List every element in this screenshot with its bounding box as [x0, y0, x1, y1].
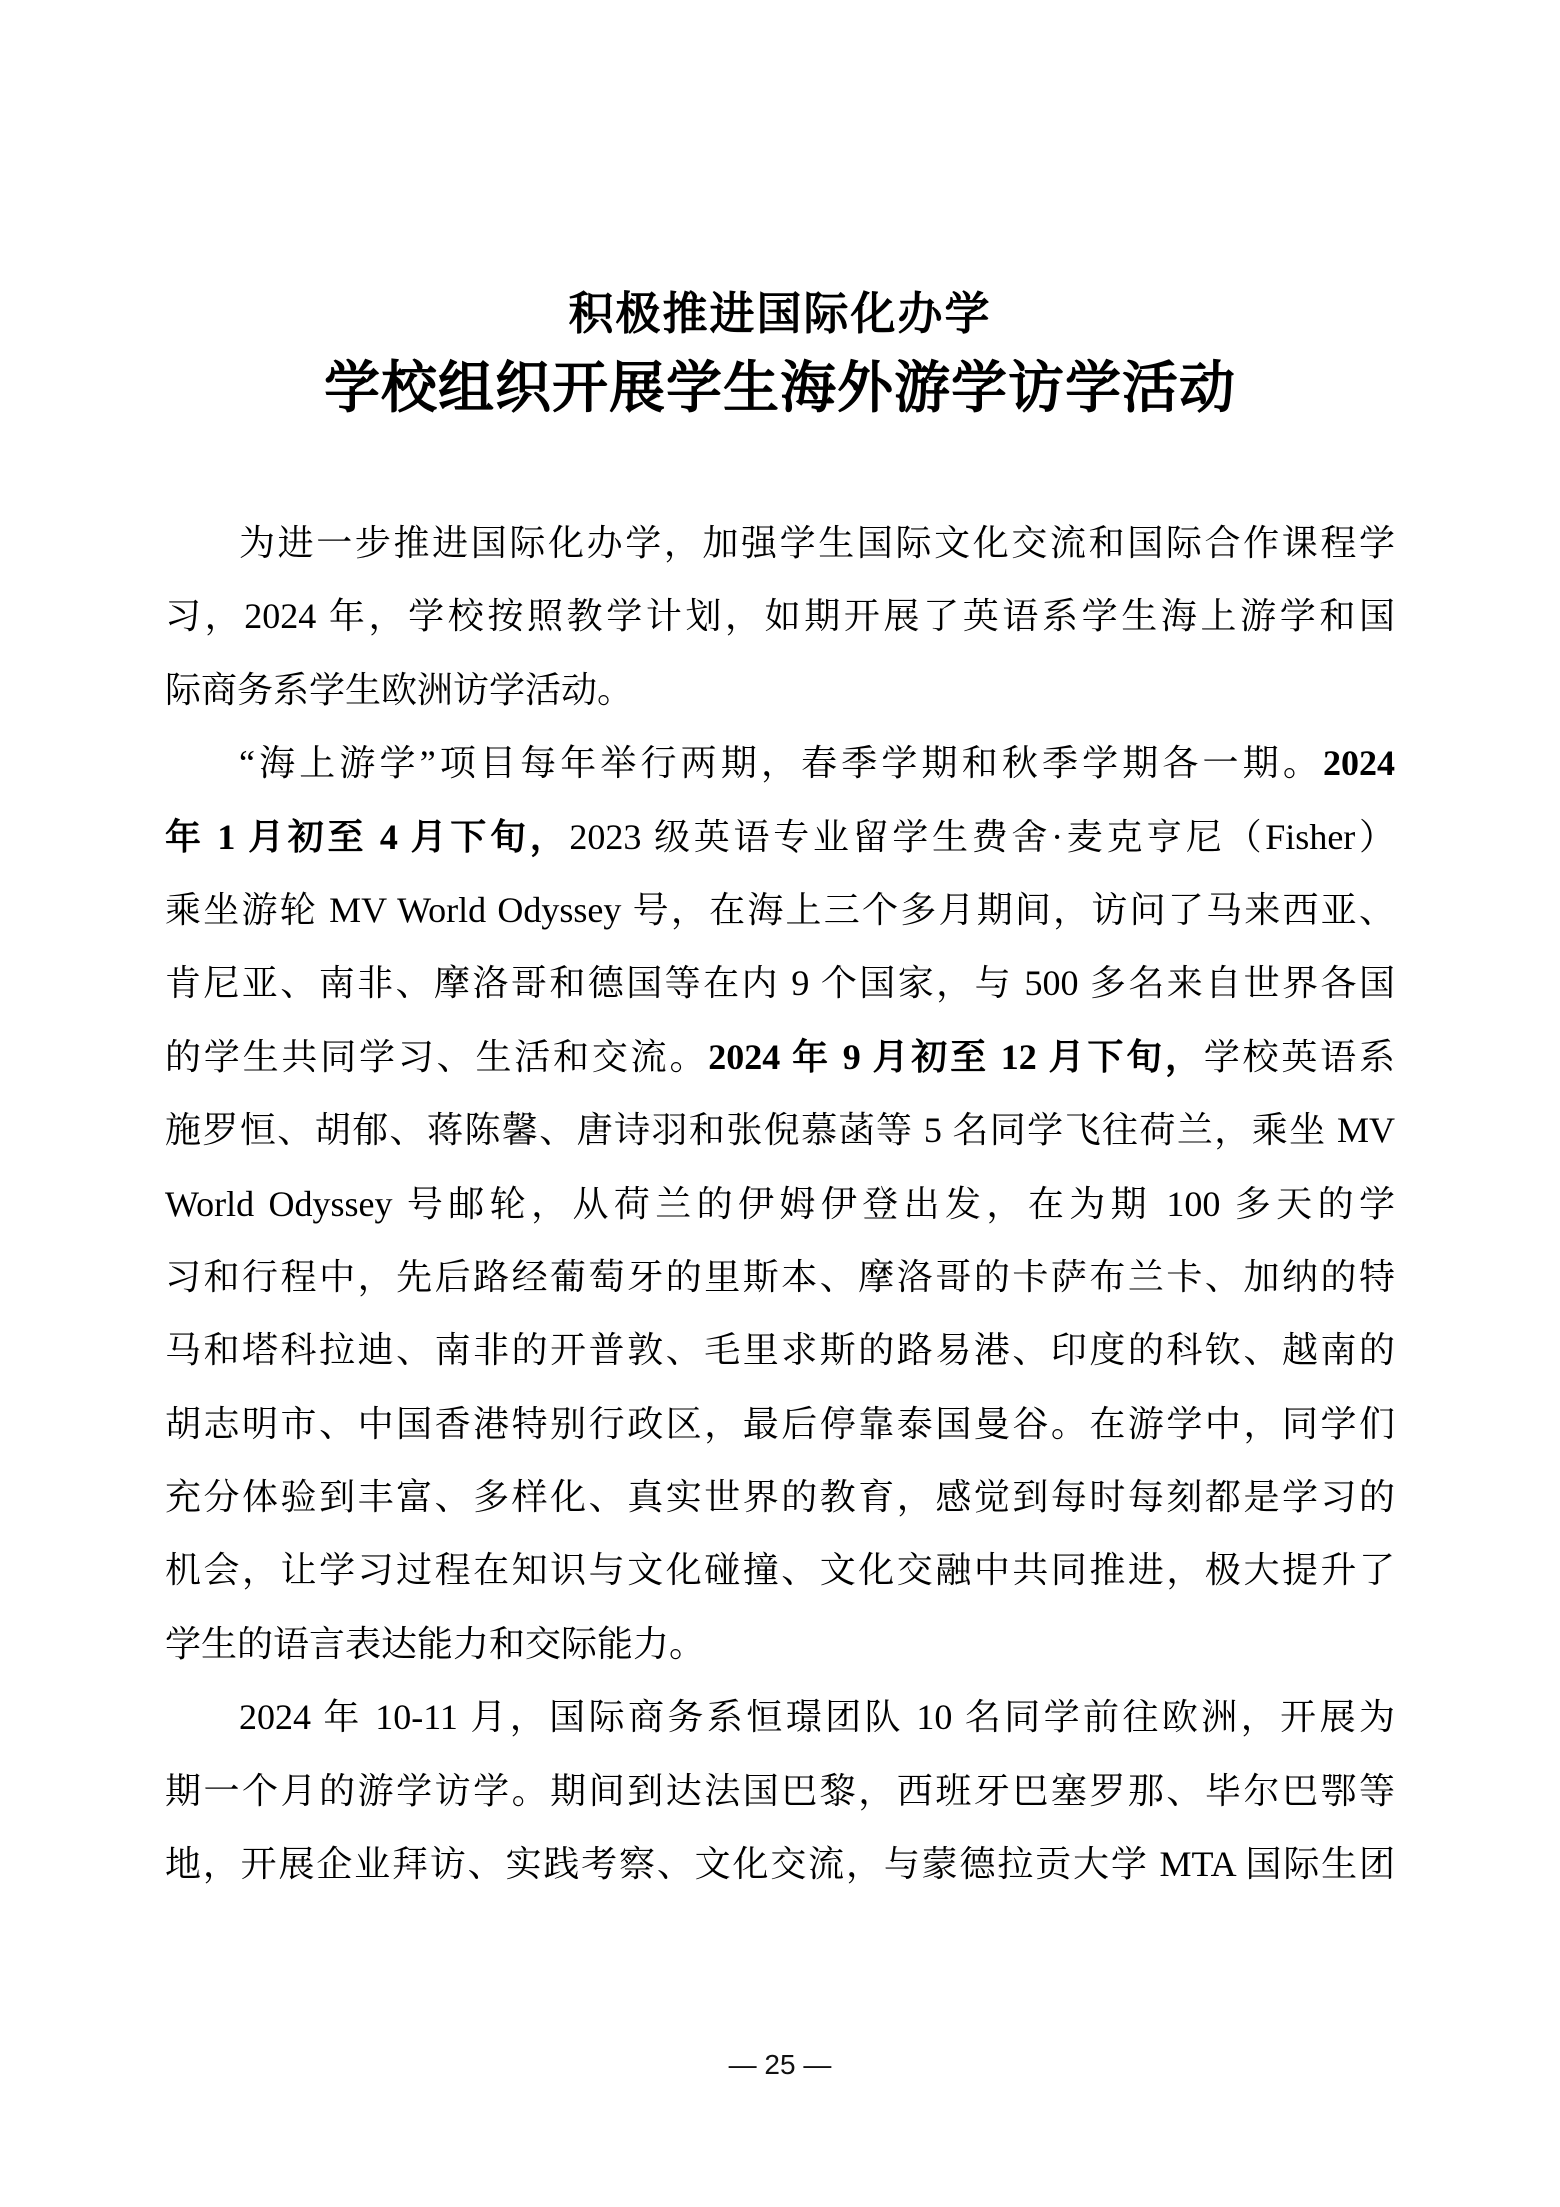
text-line: [165, 1388, 1395, 1461]
text-line: [165, 1314, 1395, 1387]
text-segment: 马和塔科拉迪、南非的开普敦、毛里求斯的路易港、印度的科钦、越南的: [165, 1330, 1395, 1371]
text-segment: 为进一步推进国际化办学，加强学生国际文化交流和国际合作课程学: [239, 523, 1395, 563]
document-title-line1: 积极推进国际化办学: [568, 289, 992, 339]
text-line: [165, 1094, 1395, 1167]
text-line: [165, 1168, 1395, 1241]
text-line: [165, 1681, 1395, 1754]
text-segment: 机会，让学习过程在知识与文化碰撞、文化交融中共同推进，极大提升了: [165, 1550, 1395, 1591]
text-line: [165, 1755, 1395, 1828]
text-segment: 习和行程中，先后路经葡萄牙的里斯本、摩洛哥的卡萨布兰卡、加纳的特: [165, 1256, 1395, 1297]
document-body: [165, 507, 1395, 1901]
text-segment: 际商务系学生欧洲访学活动。: [165, 669, 634, 710]
bold-text-segment: 2024 年 9 月初至 12 月下旬，: [708, 1036, 1204, 1077]
text-line: [165, 1461, 1395, 1534]
text-segment: “海上游学”项目每年举行两期，春季学期和秋季学期各一期。: [239, 743, 1323, 784]
text-segment: 胡志明市、中国香港特别行政区，最后停靠泰国曼谷。在游学中，同学们: [165, 1403, 1395, 1444]
text-segment: 肯尼亚、南非、摩洛哥和德国等在内 9 个国家，与 500 多名来自世界各国: [165, 963, 1395, 1004]
page-number: — 25 —: [728, 2049, 832, 2080]
text-line: [165, 1021, 1395, 1094]
text-segment: World Odyssey 号邮轮，从荷兰的伊姆伊登出发，在为期 100 多天的学: [165, 1183, 1395, 1224]
text-segment: 习，2024 年，学校按照教学计划，如期开展了英语系学生海上游学和国: [165, 596, 1395, 637]
text-segment: 施罗恒、胡郁、蒋陈馨、唐诗羽和张倪慕菡等 5 名同学飞往荷兰，乘坐 MV: [165, 1110, 1395, 1151]
text-line: [165, 654, 1395, 727]
text-line: [165, 507, 1395, 580]
text-line: [165, 1608, 1395, 1681]
text-segment: 2024 年 10-11 月，国际商务系恒璟团队 10 名同学前往欧洲，开展为: [239, 1697, 1395, 1738]
text-segment: 的学生共同学习、生活和交流。: [165, 1036, 709, 1077]
text-line: [165, 1534, 1395, 1607]
text-segment: 充分体验到丰富、多样化、真实世界的教育，感觉到每时每刻都是学习的: [165, 1477, 1395, 1518]
text-segment: 乘坐游轮 MV World Odyssey 号，在海上三个多月期间，访问了马来西亚、: [165, 889, 1395, 930]
text-segment: 学生的语言表达能力和交际能力。: [165, 1623, 706, 1664]
bold-text-segment: 年 1 月初至 4 月下旬，: [165, 816, 570, 857]
text-line: [165, 727, 1395, 800]
text-segment: 2023 级英语专业留学生费舍·麦克亨尼（Fisher）: [569, 816, 1395, 857]
bold-text-segment: 2024: [1323, 743, 1395, 784]
document-title-line2: 学校组织开展学生海外游学访学活动: [324, 358, 1236, 420]
text-line: [165, 874, 1395, 947]
text-line: [165, 947, 1395, 1020]
text-line: [165, 1241, 1395, 1314]
text-segment: 学校英语系: [1203, 1036, 1395, 1077]
text-segment: 地，开展企业拜访、实践考察、文化交流，与蒙德拉贡大学 MTA 国际生团: [165, 1844, 1395, 1885]
text-line: [165, 1828, 1395, 1901]
text-segment: 期一个月的游学访学。期间到达法国巴黎，西班牙巴塞罗那、毕尔巴鄂等: [165, 1770, 1395, 1811]
text-line: [165, 580, 1395, 653]
text-line: [165, 801, 1395, 874]
